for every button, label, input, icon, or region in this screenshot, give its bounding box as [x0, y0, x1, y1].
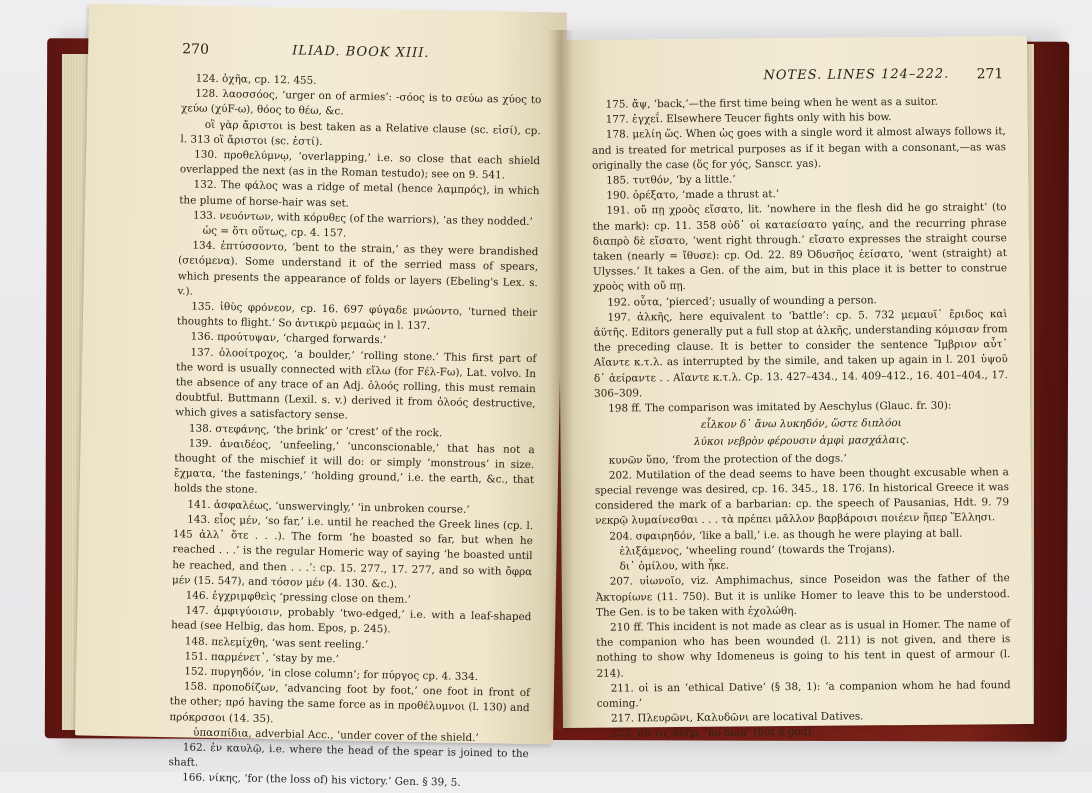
note-paragraph: κυνῶν ὕπο, ‘from the protection of the dogs.’ — [608, 452, 847, 467]
note-paragraph: 210 ff. This incident is not made as clear as is usual in Homer. The name of the companion who has been wounded (l. 211) is not given, and there is nothing to show why Idomeneus is going to his tent in quest of armour (l. 214). — [596, 618, 1011, 680]
right-page — [557, 36, 1033, 740]
note-paragraph: 162. ἐν καυλῷ, i.e. where the head of the spear is joined to the shaft. — [168, 741, 529, 769]
right-page-number: 271 — [976, 66, 1004, 83]
note-paragraph: 135. ἰθὺς φρόνεον, cp. 16. 697 φύγαδε μνώοντο, ‘turned their thoughts to flight.’ So ἀντικρὺ μεμαὼς in l. 137. — [176, 300, 538, 333]
note-paragraph: 190. ὀρέξατο, ‘made a thrust at.’ — [606, 188, 780, 202]
note-paragraph: 147. ἀμφιγύοισιν, probably ‘two-edged,’ i.e. with a leaf-shaped head (see Helbig, das hom. Epos, p. 245). — [171, 604, 532, 636]
note-paragraph: 204. σφαιρηδόν, ‘like a ball,’ i.e. as though he were playing at ball. — [609, 527, 963, 543]
note-paragraph: 133. νευόντων, with κόρυθες (of the warriors), ‘as they nodded.’ — [192, 209, 533, 228]
note-paragraph: 141. ἀσφαλέως, ‘unswervingly,’ ‘in unbroken course.’ — [187, 498, 470, 516]
note-paragraph: 166. νίκης, ‘for (the loss of) his victory.’ Gen. § 39, 5. — [182, 771, 461, 790]
note-paragraph: 137. ὀλοοίτροχος, ‘a boulder,’ ‘rolling stone.’ This first part of the word is usually connected with εἴλω (for Fέλ-Fω), Lat. volvo. In the absence of any trace of an Adj. ὀλοός rolling, this must remain doubtful. Buttmann (Lexil. s. v.) derived it from ὀλοός destructive, which gives a satisfactory sense. — [175, 346, 537, 422]
note-paragraph: 136. προύτυψαν, ‘charged forwards.’ — [190, 330, 387, 347]
note-paragraph: 178. μελίη ὥς. When ὡς goes with a single word it almost always follows it, and is treated for metrical purposes as if it began with a consonant,—as was originally the case (ὅς for yός, Sanscr. yas). — [591, 125, 1007, 172]
note-paragraph: 130. προθελύμνῳ, ‘overlapping,’ i.e. so close that each shield overlapped the next (as in the Roman testudo); see on 9. 541. — [179, 148, 541, 182]
note-paragraph: 185. τυτθόν, ‘by a little.’ — [606, 173, 736, 187]
left-page-number: 270 — [182, 41, 210, 58]
note-paragraph: 192. οὖτα, ‘pierced’; usually of wounding a person. — [607, 293, 877, 309]
note-paragraph: 158. προποδίζων, ‘advancing foot by foot,’ one foot in front of the other; πρό having the same force as in προθέλυμνοι (l. 130) and πρόκρσσοι (14. 35). — [169, 680, 531, 725]
left-page-notes — [168, 71, 542, 792]
note-paragraph: 202. Mutilation of the dead seems to have been thought excusable when a special revenge was desired, cp. 16. 345., 18. 176. In historical Greece it was considered the mark of a barbarian: cp. the speech of Pausanias, Hdt. 9. 79 νεκρῷ λυμαίνεσθαι . . . τὰ πρέπει μᾶλλον βαρβάροισι ποιέειν ἤπερ Ἕλλησι. — [594, 466, 1010, 528]
note-paragraph: δι᾽ ὁμίλου, with ἧκε. — [619, 559, 730, 573]
note-paragraph: 151. παρμένετ᾽, ‘stay by me.’ — [184, 650, 340, 666]
note-paragraph: ἑλιξάμενος, ‘wheeling round’ (towards the Trojans). — [619, 543, 896, 558]
note-paragraph: 217. Πλευρῶνι, Καλυδῶνι are locatival Datives. — [610, 710, 864, 725]
quote-line: εἷλκον δ᾽ ἄνω λυκηδόν, ὥστε διπλόοι — [700, 417, 902, 432]
note-paragraph: οἳ γὰρ ἄριστοι is best taken as a Relative clause (sc. εἰσί), cp. l. 313 οἳ ἄριστοι (sc. ἐστί). — [180, 118, 541, 148]
note-paragraph: 143. εἷος μέν, ‘so far,’ i.e. until he reached the Greek lines (cp. l. 145 ἀλλ᾽ ὅτε . . .). The form ‘he boasted so far, but when he reached . . .’ is the regular Homeric way of saying ‘he boasted until he reached, and then . . .’: cp. 15. 277., 17. 277, and so with ὄφρα μέν (15. 547), and τόσον μέν (4. 130. &c.). — [171, 513, 534, 591]
left-page-header — [182, 41, 540, 74]
note-paragraph: 211. οἱ is an ‘ethical Dative’ (§ 38, 1): ‘a companion whom he had found coming.’ — [596, 678, 1011, 710]
note-paragraph: 152. πυργηδόν, ‘in close column’; for πύργος cp. 4. 334. — [184, 665, 479, 683]
note-paragraph: 198 ff. The comparison was imitated by Aeschylus (Glauc. fr. 30): — [608, 399, 952, 415]
right-page-notes — [592, 94, 1012, 742]
left-running-title: ILIAD. BOOK XIII. — [292, 43, 430, 62]
right-page-header — [591, 66, 1003, 96]
note-paragraph: 177. ἐγχεΐ. Elsewhere Teucer fights only with his bow. — [605, 111, 892, 126]
note-paragraph: 175. ἄψ, ‘back,’—the first time being when he went as a suitor. — [605, 95, 939, 111]
quote-line: λύκοι νεβρὸν φέρουσιν ἀμφὶ μασχάλαις. — [693, 434, 910, 449]
note-paragraph: 197. ἀλκῆς, here equivalent to ‘battle’: cp. 5. 732 μεμαυῖ᾽ ἔριδος καὶ ἀϋτῆς. Editors generally put a full stop at ἀλκῆς, understanding κόμισαν from the preceding clause. It is better to consider the sentence Ἴμβριον αὖτ᾽ Αἴαντε κ.τ.λ. as interrupted by the simile, and taken up again in l. 201 ὑψοῦ δ᾽ ἀείραντε . . Αἴαντε κ.τ.λ. Cp. 13. 427–434., 14. 409–412., 16. 401–404., 17. 306–309. — [593, 307, 1008, 400]
note-paragraph: 124. ὀχῆα, cp. 12. 455. — [195, 72, 317, 87]
right-running-title: NOTES. LINES 124–222. — [763, 66, 950, 84]
left-page — [75, 3, 567, 790]
note-paragraph: 207. υἱωνοῖο, viz. Amphimachus, since Poseidon was the father of the Ἀκτορίωνε (11. 750). But it is unlike Homer to leave this to be understood. The Gen. is to be taken with ἐχολώθη. — [595, 572, 1010, 619]
note-paragraph: 191. οὔ πῃ χροὸς εἴσατο, lit. ‘nowhere in the flesh did he go straight’ (to the mark): cp. 11. 358 οὐδ᾽ οἱ καταείσατο γαίης, and the recurring phrase διαπρὸ δὲ εἴσατο, ‘went right through.’ εἴσατο expresses the straight course taken (nearly = ἴθυσε): cp. Od. 22. 89 Ὀδυσῆος ἐείσατο, ‘went (straight) at Ulysses.’ It takes a Gen. of the aim, but in this place it is better to construe χροὸς with οὔ πῃ. — [592, 201, 1008, 294]
note-paragraph: 138. στεφάνης, ‘the brink’ or ‘crest’ of the rock. — [188, 422, 443, 440]
note-paragraph: 128. λαοσσόος, ‘urger on of armies’: -σόος is to σεύω as χύος to χεύω (χύF-ω), θόος to θέω, &c. — [180, 87, 542, 118]
note-paragraph: 134. ἐπτύσσοντο, ‘bent to the strain,’ as they were brandished (σειόμενα). Some understand it of the serried mass of spears, which presents the appearance of folds or layers (Ebeling's Lex. s. v.). — [177, 239, 539, 298]
note-paragraph: 132. The φάλος was a ridge of metal (hence λαμπρός), in which the plume of horse-hair was set. — [179, 178, 540, 210]
note-paragraph: ὑπασπίδια, adverbial Acc., ‘under cover of the shield.’ — [192, 726, 479, 744]
note-paragraph: 222. οὔ τις ἀνήρ, ‘no man’ (but a god). — [611, 726, 815, 740]
note-paragraph: ὡς = ὅτι οὕτως, cp. 4. 157. — [202, 224, 347, 240]
note-paragraph: 146. ἐγχριμφθεὶς ‘pressing close on them.’ — [185, 589, 411, 606]
note-paragraph: 148. πελεμίχθη, ‘was sent reeling.’ — [184, 634, 369, 651]
note-paragraph: 139. ἀναιδέος, ‘unfeeling,’ ‘unconscionable,’ that has not a thought of the mischief it will do: or simply ‘monstrous’ in size. ἔχματα, ‘the fastenings,’ ‘holding ground,’ i.e. the earth, &c., that holds the stone. — [173, 437, 535, 497]
